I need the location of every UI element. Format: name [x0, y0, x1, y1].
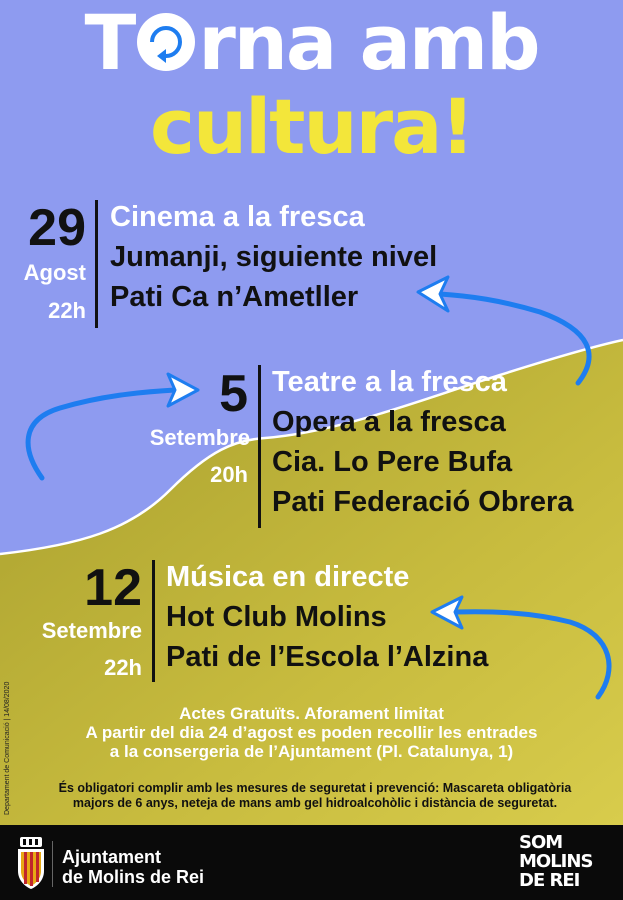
som-molins-de-rei-brand [519, 833, 609, 890]
event-category: Cinema a la fresca [110, 201, 365, 233]
event-line: Opera a la fresca [272, 406, 506, 438]
brand-line: DE REI [519, 870, 580, 891]
info-line: Actes Gratuïts. Aforament limitat [179, 704, 444, 723]
event-line: Pati de l’Escola l’Alzina [166, 641, 489, 673]
event-category: Música en directe [166, 561, 410, 593]
footer-divider [52, 841, 53, 887]
brand-line: SOM [519, 832, 563, 853]
safety-line: És obligatori complir amb les mesures de seguretat i prevenció: Mascareta obligatòria [58, 781, 572, 795]
event-month: Setembre [41, 618, 142, 643]
event-divider [95, 200, 98, 328]
ajuntament-line: Ajuntament [62, 847, 161, 867]
event-line: Jumanji, siguiente nivel [110, 241, 438, 273]
event-category: Teatre a la fresca [272, 366, 507, 398]
event-time: 22h [104, 655, 142, 680]
event-day: 29 [28, 199, 86, 257]
department-note: Departament de Comunicació | 14/08/2020 [4, 681, 11, 815]
event-divider [152, 560, 155, 682]
safety-line: majors de 6 anys, neteja de mans amb gel hidroalcohòlic i distància de seguretat. [72, 796, 558, 810]
event-month: Setembre [149, 425, 250, 450]
poster-title-line1 [0, 0, 623, 86]
event-line: Pati Federació Obrera [272, 486, 574, 518]
event-divider [258, 365, 261, 528]
event-day: 12 [84, 559, 142, 617]
event-line: Cia. Lo Pere Bufa [272, 446, 513, 478]
info-block [0, 704, 623, 761]
event-time: 22h [48, 298, 86, 323]
event-month: Agost [23, 260, 86, 285]
title-letter-t: T [84, 0, 135, 87]
ajuntament-line: de Molins de Rei [62, 867, 205, 887]
footer-bar [0, 825, 623, 900]
poster-title-line2: cultura! [149, 82, 474, 171]
event-time: 20h [210, 462, 248, 487]
info-line: A partir del dia 24 d’agost es poden recollir les entrades [85, 723, 538, 742]
safety-notice [20, 781, 610, 811]
brand-line: MOLINS [519, 851, 593, 872]
ajuntament-name [62, 847, 204, 887]
event-line: Hot Club Molins [166, 601, 387, 633]
info-line: a la consergeria de l’Ajuntament (Pl. Catalunya, 1) [109, 742, 514, 761]
title-rest: rna amb [198, 0, 539, 87]
event-line: Pati Ca n’Ametller [110, 281, 359, 313]
refresh-circle-icon [135, 4, 197, 66]
event-day: 5 [219, 365, 248, 423]
municipal-shield-icon [14, 835, 48, 891]
